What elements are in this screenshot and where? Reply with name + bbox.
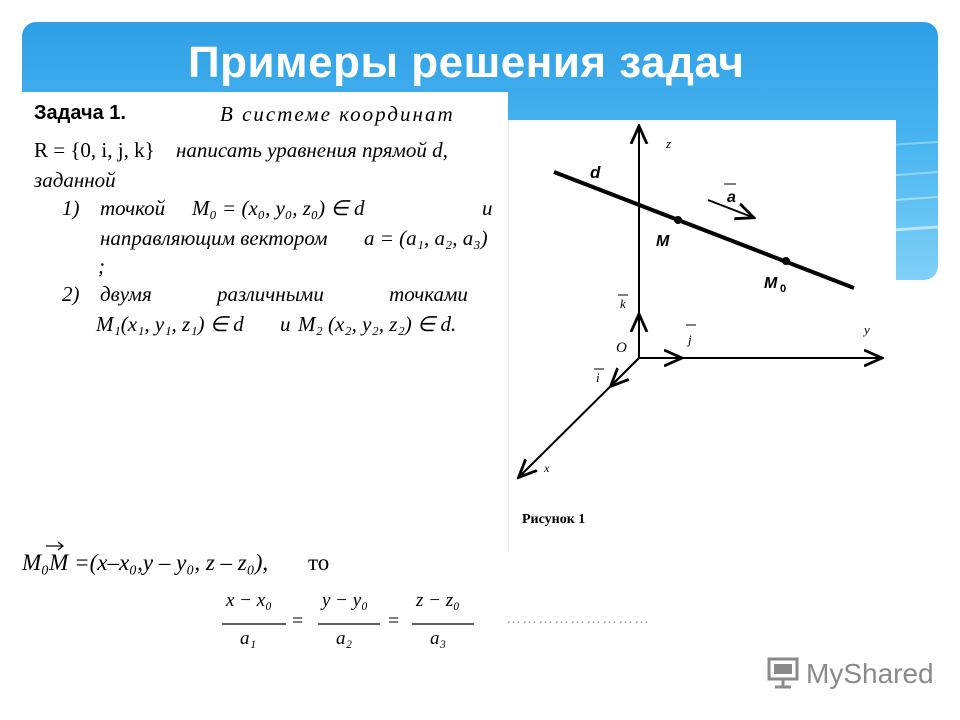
label-i: i (596, 370, 600, 385)
logo-text: MyShared (806, 658, 934, 689)
equals-sign-2: = (388, 610, 400, 632)
fraction2-numerator: y − y₀ (322, 590, 368, 611)
label-z: z (666, 136, 672, 151)
equals-sign-1: = (292, 610, 304, 632)
line-d (554, 172, 854, 288)
item2-m1: M₁(x₁, y₁, z₁) ∈ d (96, 312, 244, 336)
label-origin: O (616, 340, 627, 356)
item1-and: и (482, 196, 493, 220)
label-a: a (727, 189, 736, 206)
item1-line2: направляющим вектором (100, 226, 328, 250)
item2-and: и (280, 312, 291, 336)
item2-number: 2) (62, 282, 80, 306)
problem-basis: R = {0, i, j, k} (34, 138, 155, 162)
item1-point: M₀ = (x₀, y₀, z₀) ∈ d (192, 196, 365, 220)
problem-text-panel (0, 92, 508, 552)
fraction3-denominator: a₃ (430, 628, 447, 649)
word-to: то (308, 550, 330, 575)
coordinate-diagram (508, 120, 896, 552)
label-M0: M (764, 275, 778, 292)
problem-intro-line3: заданной (34, 168, 116, 192)
label-M0-subscript: 0 (780, 283, 787, 295)
page-title: Примеры решения задач (188, 38, 745, 87)
figure-caption: Рисунок 1 (522, 512, 586, 527)
fraction2-denominator: a₂ (336, 628, 353, 649)
fraction1-denominator: a₁ (240, 628, 257, 649)
problem-intro-line1: В системе координат (220, 102, 455, 126)
label-d: d (590, 163, 601, 182)
vector-equation: M₀M =(x–x₀,y – y₀, z – z₀), (22, 550, 269, 575)
label-M: M (656, 233, 670, 250)
label-k: k (620, 296, 626, 311)
fraction1-numerator: x − x₀ (226, 590, 272, 611)
presentation-board-icon (766, 656, 802, 695)
label-y: y (864, 322, 870, 337)
point-M0 (782, 257, 790, 265)
fraction3-numerator: z − z₀ (416, 590, 460, 611)
item1-vector: a = (a₁, a₂, a₃) (364, 226, 488, 250)
item1-text: точкой (100, 196, 166, 220)
problem-heading: Задача 1. (34, 102, 126, 124)
item1-end: ; (98, 254, 105, 278)
label-x: x (544, 461, 550, 475)
trailing-dots: ……………………… (506, 610, 650, 627)
item1-number: 1) (62, 196, 80, 220)
point-M (674, 216, 682, 224)
canonical-equations (222, 590, 482, 654)
problem-intro-line2: написать уравнения прямой d, (176, 138, 448, 162)
i-vector (612, 358, 639, 385)
figure-1 (508, 120, 896, 552)
item2-m2: M₂ (x₂, y₂, z₂) ∈ d. (298, 312, 457, 336)
label-j: j (688, 332, 692, 347)
item2-text: двумя различными точками (100, 282, 468, 306)
